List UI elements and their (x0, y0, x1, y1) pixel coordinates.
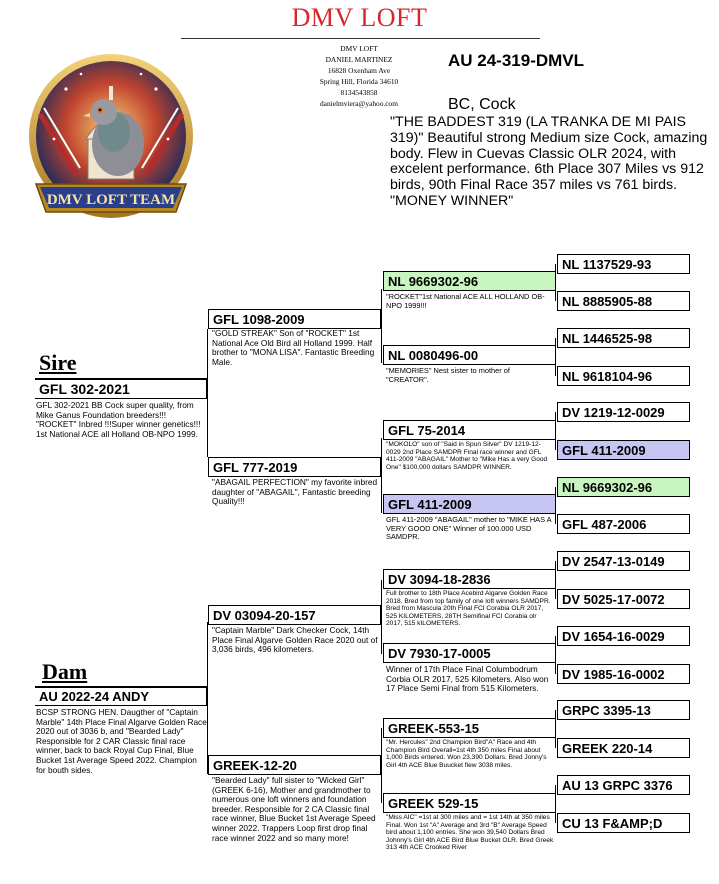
dam-sire-band: DV 03094-20-157 (208, 605, 381, 625)
ancestor-band: DV 1219-12-0029 (557, 402, 690, 422)
bird-sex-color: BC, Cock (448, 96, 516, 113)
sire-sire-band: GFL 1098-2009 (208, 309, 381, 329)
dd-dam-note: "Miss AIC" =1st at 300 miles and = 1st 14th at 350 miles Final. Won 1st "A" Average and 3rd "B" Average Speed bird about 1,100 entries. She won 39,540 Dollars Bred Johnny's Girl 4th ACE Bird Blue Bucket OLR. Bred Greek 313 4th ACE Crooked River (386, 814, 554, 852)
dam-dam-band: GREEK-12-20 (208, 755, 381, 775)
sire-sire-note: "GOLD STREAK" Son of "ROCKET" 1st National Ace Old Bird all Holland 1999. Half brother to "MONA LISA". Fantastic Breeding Male. (212, 328, 375, 367)
ancestor-band: GREEK 220-14 (557, 738, 690, 758)
sd-sire-note: "MOKOLO" son of "Said in Spun Silver" DV 1219-12-0029 2nd Place SAMDPR Final race winner and GFL 411-2009 "ABAGAIL" Mother to "Mike Has a very Good One" $100.000 dollars SAMDPR WINNER. (386, 441, 548, 471)
ancestor-band: NL 8885905-88 (557, 291, 690, 311)
dd-dam-band: GREEK 529-15 (383, 793, 556, 813)
ancestor-band: DV 1654-16-0029 (557, 626, 690, 646)
ds-dam-note: Winner of 17th Place Final Columbodrum Corbia OLR 2017, 525 Kilometers. Also won 17 Place Semi Final from 515 Kilometers. (386, 664, 549, 694)
contact-line: DMV LOFT (340, 44, 378, 53)
ds-dam-band: DV 7930-17-0005 (383, 643, 556, 663)
contact-line: 8134543858 (340, 88, 378, 97)
ss-sire-band: NL 9669302-96 (383, 271, 556, 291)
loft-title: DMV LOFT (291, 3, 428, 32)
ancestor-band: DV 5025-17-0072 (557, 589, 690, 609)
sd-dam-band: GFL 411-2009 (383, 494, 556, 514)
sd-dam-note: GFL 411-2009 "ABAGAIL" mother to "MIKE HAS A VERY GOOD ONE" Winner of 100.000 USD SAMDPR. (386, 515, 552, 542)
team-logo (26, 44, 196, 236)
sire-dam-band: GFL 777-2019 (208, 457, 381, 477)
ancestor-band: AU 13 GRPC 3376 (557, 775, 690, 795)
ancestor-band: NL 9618104-96 (557, 366, 690, 386)
ss-sire-note: "ROCKET"1st National ACE ALL HOLLAND OB-NPO 1999!!! (386, 292, 545, 310)
ss-dam-band: NL 0080496-00 (383, 345, 556, 365)
sire-dam-note: "ABAGAIL PERFECTION" my favorite inbred daughter of "ABAGAIL", Fantastic breeding Quality!!! (212, 477, 378, 507)
dam-note: BCSP STRONG HEN. Daugther of "Captain Marble" 14th Place Final Algarve Golden Race 2020 out of 3036 b, and "Bearded Lady" Responsible for 2 CAR Classic final race winner, back to back Royal Cup Final, Blue Bucket 1st Average Speed 2022. Champion for bouth sides. (36, 707, 207, 775)
contact-line: 16828 Oxenham Ave (327, 66, 391, 75)
bird-band: AU 24-319-DMVL (448, 51, 585, 70)
ancestor-band: GRPC 3395-13 (557, 700, 690, 720)
dam-dam-note: "Bearded Lady" full sister to "Wicked Girl" (GREEK 6-16), Mother and grandmother to numerous one loft winners and foundation breeder. Responsible for 2 CA Classic final race winner, Blue Bucket 1st Average Speed winner 2022. Trappers Loop first drop final race winner 2022 and so many more! (212, 775, 376, 843)
dd-sire-band: GREEK-553-15 (383, 718, 556, 738)
ancestor-band: NL 9669302-96 (557, 477, 690, 497)
dam-band: AU 2022-24 ANDY (35, 687, 207, 706)
dam-label: Dam (42, 659, 88, 684)
logo-text: DMV LOFT TEAM (46, 192, 176, 208)
sire-note: GFL 302-2021 BB Cock super quality, from Mike Ganus Foundation breeders!!! "ROCKET" Inbred !!!Super winner genetics!!! 1st National ACE all Holland OB-NPO 1999. (36, 400, 201, 439)
sd-sire-band: GFL 75-2014 (383, 420, 556, 440)
sire-label: Sire (39, 350, 77, 375)
ancestor-band: DV 1985-16-0002 (557, 664, 690, 684)
bird-description: "THE BADDEST 319 (LA TRANKA DE MI PAIS 319)" Beautiful strong Medium size Cock, amazing body. Flew in Cuevas Classic OLR 2024, with excelent performance. 6th Place 307 Miles vs 912 birds, 90th Final Race 357 miles vs 761 birds. "MONEY WINNER" (390, 114, 708, 209)
dam-sire-note: "Captain Marble" Dark Checker Cock, 14th Place Final Algarve Golden Race 2020 out of 3,036 birds, 496 kilometers. (212, 625, 378, 655)
contact-line: danielmviera@yahoo.com (319, 99, 399, 108)
contact-line: Spring Hill, Florida 34610 (319, 77, 399, 86)
ancestor-band: GFL 487-2006 (557, 514, 690, 534)
ds-sire-band: DV 3094-18-2836 (383, 569, 556, 589)
dd-sire-note: "Mr. Hercules" 2nd Champion Bird"A" Race and 4th Champion Bird Overall=1st 4th 350 miles Final about 1,000 Birds entered. Won 23,390 Dollars. Bred Jonny's Girl 4th ACE Blue Buucket flew 3038 miles. (386, 739, 547, 769)
title-divider (181, 38, 540, 39)
sire-band: GFL 302-2021 (35, 379, 207, 399)
ancestor-band: NL 1446525-98 (557, 328, 690, 348)
contact-line: DANIEL MARTINEZ (325, 55, 393, 64)
ss-dam-note: "MEMORIES" Nest sister to mother of "CREATOR". (386, 366, 510, 384)
ancestor-band: NL 1137529-93 (557, 254, 690, 274)
ancestor-band: GFL 411-2009 (557, 440, 690, 460)
contact-block (300, 43, 418, 109)
ancestor-band: DV 2547-13-0149 (557, 551, 690, 571)
ancestor-band: CU 13 F&AMP;D (557, 813, 690, 833)
ds-sire-note: Full brother to 18th Place Acebird Algarve Golden Race 2018. Bred from top family of one loft winners SAMDPR. Bred from Mascula 20th Final FCI Corabia OLR 2017, 525 KILOMETERS, 28TH Semifinal FCI Corabia olr 2017, 515 kILOMETERS. (386, 590, 551, 628)
